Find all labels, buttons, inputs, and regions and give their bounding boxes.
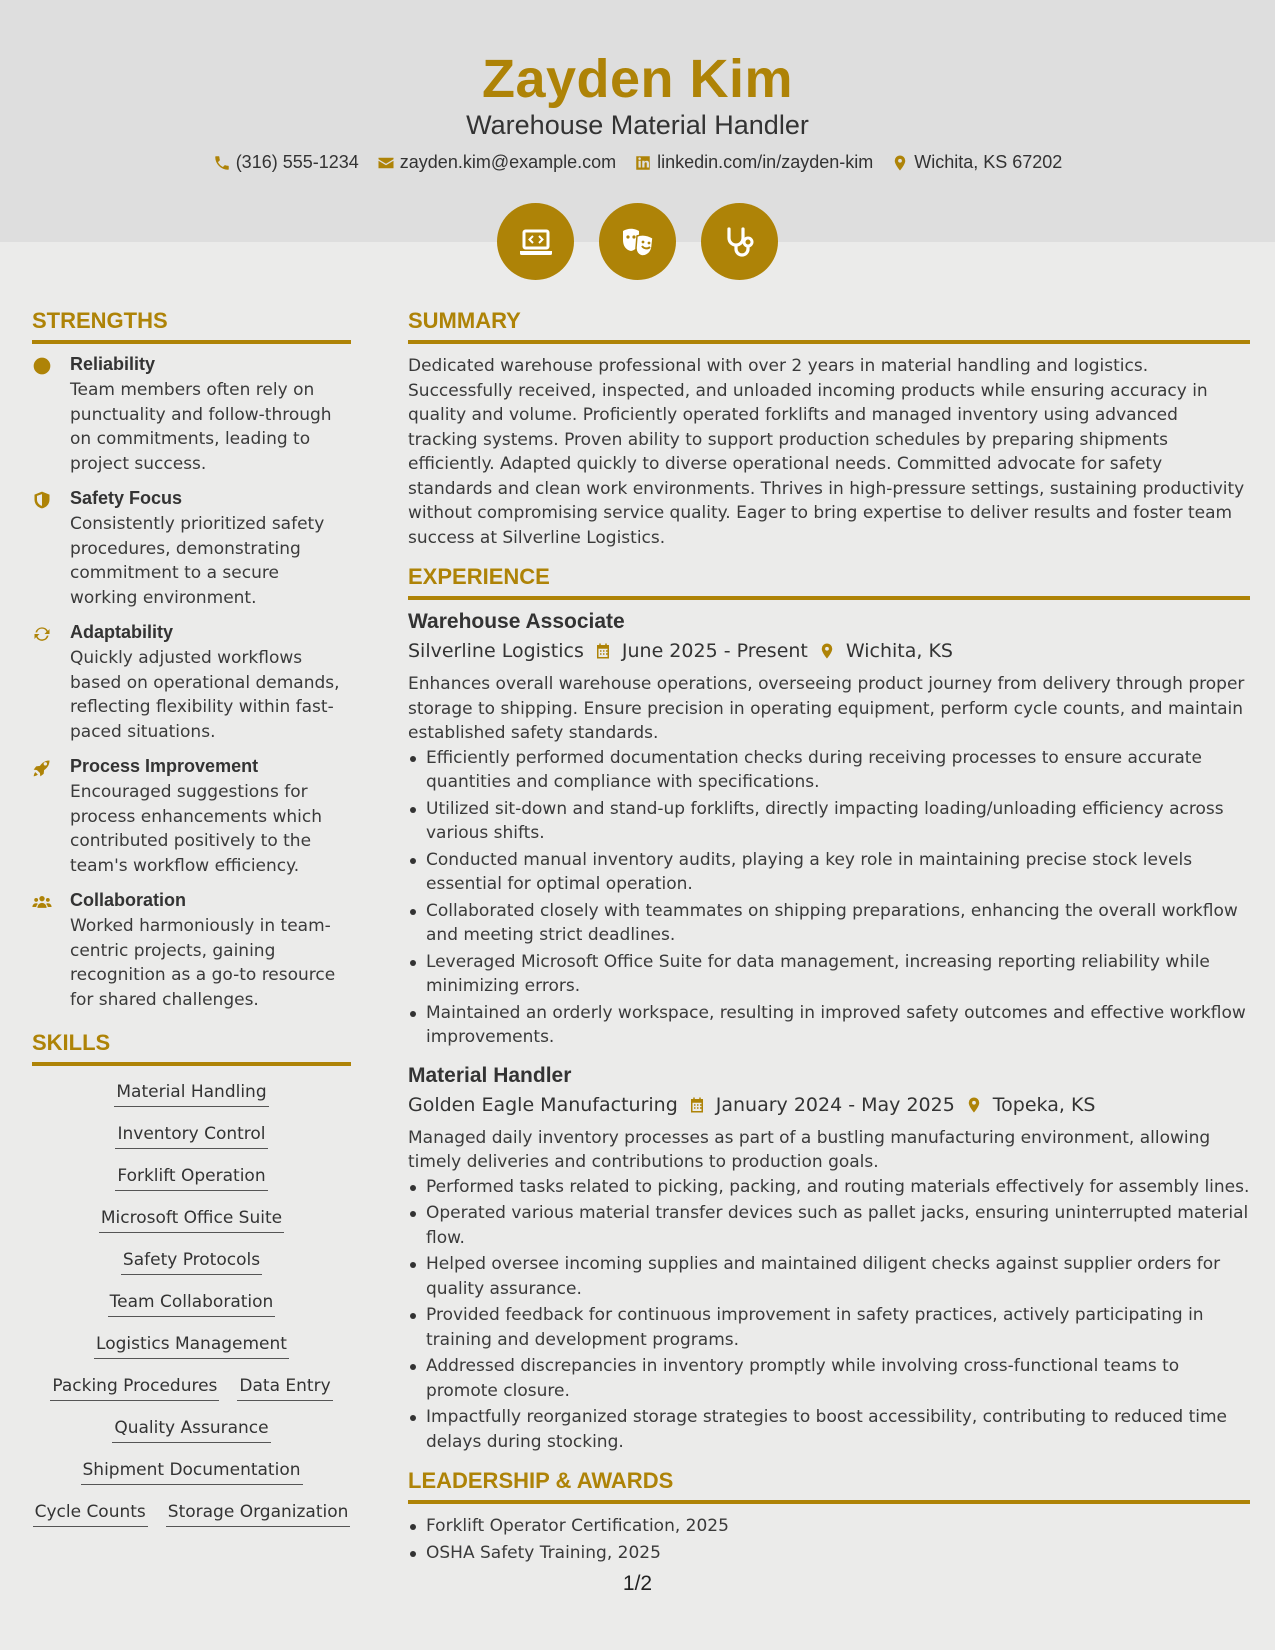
bullet-item: Utilized sit-down and stand-up forklifts, directly impacting loading/unloading efficiency across various shifts. xyxy=(408,797,1250,846)
strength-item xyxy=(32,756,351,878)
contact-email[interactable] xyxy=(377,152,616,173)
envelope-icon xyxy=(377,154,395,172)
skills-list xyxy=(32,1076,351,1527)
page-number: 1/2 xyxy=(622,1572,653,1595)
skill-tag: Microsoft Office Suite xyxy=(99,1208,284,1233)
awards-heading: LEADERSHIP & AWARDS xyxy=(408,1468,1250,1504)
job-company: Golden Eagle Manufacturing xyxy=(408,1093,678,1116)
strength-desc: Quickly adjusted workflows based on operational demands, reflecting flexibility within fast-paced situations. xyxy=(70,648,340,742)
bullet-item: Performed tasks related to picking, packing, and routing materials effectively for assembly lines. xyxy=(408,1175,1250,1200)
strength-desc: Worked harmoniously in team-centric projects, gaining recognition as a go-to resource for shared challenges. xyxy=(70,916,336,1010)
contact-location xyxy=(891,152,1062,173)
skills-section xyxy=(32,1030,351,1527)
stethoscope-icon xyxy=(720,222,760,262)
strength-title: Process Improvement xyxy=(70,756,259,776)
strength-desc: Team members often rely on punctuality and follow-through on commitments, leading to project success. xyxy=(70,380,332,474)
email-text: zayden.kim@example.com xyxy=(399,152,617,172)
job-meta xyxy=(408,1094,1250,1116)
theater-masks-icon xyxy=(618,222,658,262)
job-dates: June 2025 - Present xyxy=(621,640,808,662)
job-location: Wichita, KS xyxy=(845,640,953,662)
summary-text: Dedicated warehouse professional with over 2 years in material handling and logistics. Successfully received, inspected, and unloaded incoming products while ensuring accuracy in quality and volume. Proficiently operated forklifts and managed inventory using advanced tracking systems. Proven ability to support production schedules by preparing shipments efficiently. Adapted quickly to diverse operational needs. Committed advocate for safety standards and clean work environments. Thrives in high-pressure settings, sustaining productivity without compromising service quality. Eager to bring expertise to deliver results and foster team success at Silverline Logistics. xyxy=(408,356,1245,548)
strength-item xyxy=(32,890,351,1012)
job-role: Material Handler xyxy=(408,1063,572,1087)
skills-heading: SKILLS xyxy=(32,1030,351,1066)
candidate-name: Zayden Kim xyxy=(481,49,794,109)
skill-tag: Data Entry xyxy=(237,1376,332,1401)
job-role: Warehouse Associate xyxy=(408,610,625,633)
skill-tag: Shipment Documentation xyxy=(81,1460,303,1485)
skill-tag: Quality Assurance xyxy=(112,1418,270,1443)
strength-title: Collaboration xyxy=(70,890,186,910)
left-column xyxy=(32,308,351,1527)
contact-linkedin[interactable] xyxy=(634,152,873,173)
skill-tag: Packing Procedures xyxy=(50,1376,219,1401)
clock-icon xyxy=(32,356,52,376)
experience-heading: EXPERIENCE xyxy=(408,564,1250,600)
bullet-item: Collaborated closely with teammates on shipping preparations, enhancing the overall workflow and meeting strict deadlines. xyxy=(408,899,1250,948)
strength-item xyxy=(32,488,351,610)
skill-tag: Forklift Operation xyxy=(115,1166,267,1191)
skill-tag: Cycle Counts xyxy=(33,1502,148,1527)
award-item: OSHA Safety Training, 2025 xyxy=(408,1541,1250,1566)
strength-item xyxy=(32,622,351,744)
skill-tag: Material Handling xyxy=(114,1082,268,1107)
candidate-title: Warehouse Material Handler xyxy=(466,110,809,140)
bullet-item: Addressed discrepancies in inventory promptly while involving cross-functional teams to promote closure. xyxy=(408,1354,1250,1403)
users-icon xyxy=(32,892,52,912)
contact-bar xyxy=(0,152,1275,173)
job-entry xyxy=(408,1064,1250,1455)
job-description: Managed daily inventory processes as part of a bustling manufacturing environment, allowing timely deliveries and contributions to production goals. xyxy=(408,1127,1211,1172)
phone-text: (316) 555-1234 xyxy=(235,152,359,172)
bullet-item: Efficiently performed documentation checks during receiving processes to ensure accurate quantities and compliance with specifications. xyxy=(408,746,1250,795)
job-dates: January 2024 - May 2025 xyxy=(715,1093,955,1116)
job-location: Topeka, KS xyxy=(992,1093,1096,1116)
skill-tag: Storage Organization xyxy=(166,1502,351,1527)
strength-title: Adaptability xyxy=(70,622,174,642)
skill-tag: Logistics Management xyxy=(94,1334,289,1359)
skill-tag: Safety Protocols xyxy=(121,1250,262,1275)
strength-desc: Encouraged suggestions for process enhancements which contributed positively to the team's workflow efficiency. xyxy=(70,782,322,876)
job-entry xyxy=(408,610,1250,1050)
bullet-item: Provided feedback for continuous improvement in safety practices, actively participating in training and development programs. xyxy=(408,1303,1250,1352)
strength-title: Safety Focus xyxy=(70,488,183,508)
strength-desc: Consistently prioritized safety procedures, demonstrating commitment to a secure working environment. xyxy=(70,514,325,608)
summary-heading: SUMMARY xyxy=(408,308,1250,344)
phone-icon xyxy=(213,154,231,172)
strength-item xyxy=(32,354,351,476)
map-marker-icon xyxy=(891,154,909,172)
location-text: Wichita, KS 67202 xyxy=(914,152,1063,172)
map-marker-icon xyxy=(818,642,836,660)
bullet-item: Helped oversee incoming supplies and maintained diligent checks against supplier orders for quality assurance. xyxy=(408,1252,1250,1301)
rocket-icon xyxy=(32,758,52,778)
calendar-icon xyxy=(688,1096,706,1114)
right-column xyxy=(408,308,1250,1567)
calendar-icon xyxy=(594,642,612,660)
bullet-item: Operated various material transfer devices such as pallet jacks, ensuring uninterrupted material flow. xyxy=(408,1201,1250,1250)
award-item: Forklift Operator Certification, 2025 xyxy=(408,1514,1250,1539)
shield-icon xyxy=(32,490,52,510)
laptop-code-badge xyxy=(497,203,574,280)
strengths-heading: STRENGTHS xyxy=(32,308,351,344)
job-description: Enhances overall warehouse operations, overseeing product journey from delivery through proper storage to shipping. Ensure precision in operating equipment, perform cycle counts, and maintain established safety standards. xyxy=(408,674,1245,743)
map-marker-icon xyxy=(965,1096,983,1114)
linkedin-icon xyxy=(634,154,652,172)
laptop-code-icon xyxy=(516,222,556,262)
contact-phone[interactable] xyxy=(213,152,359,173)
sync-icon xyxy=(32,624,52,644)
bullet-item: Impactfully reorganized storage strategies to boost accessibility, contributing to reduced time delays during stocking. xyxy=(408,1405,1250,1454)
linkedin-text: linkedin.com/in/zayden-kim xyxy=(657,152,874,172)
stethoscope-badge xyxy=(701,203,778,280)
skill-tag: Inventory Control xyxy=(115,1124,267,1149)
bullet-item: Leveraged Microsoft Office Suite for data management, increasing reporting reliability while minimizing errors. xyxy=(408,950,1250,999)
bullet-item: Maintained an orderly workspace, resulting in improved safety outcomes and effective workflow improvements. xyxy=(408,1001,1250,1050)
strength-title: Reliability xyxy=(70,354,156,374)
skill-tag: Team Collaboration xyxy=(108,1292,276,1317)
job-meta xyxy=(408,640,1250,662)
awards-list xyxy=(408,1514,1250,1565)
job-bullets xyxy=(408,746,1250,1050)
theater-masks-badge xyxy=(599,203,676,280)
job-bullets xyxy=(408,1175,1250,1455)
job-company: Silverline Logistics xyxy=(408,640,584,662)
bullet-item: Conducted manual inventory audits, playing a key role in maintaining precise stock levels essential for optimal operation. xyxy=(408,848,1250,897)
interest-badges xyxy=(0,203,1275,280)
